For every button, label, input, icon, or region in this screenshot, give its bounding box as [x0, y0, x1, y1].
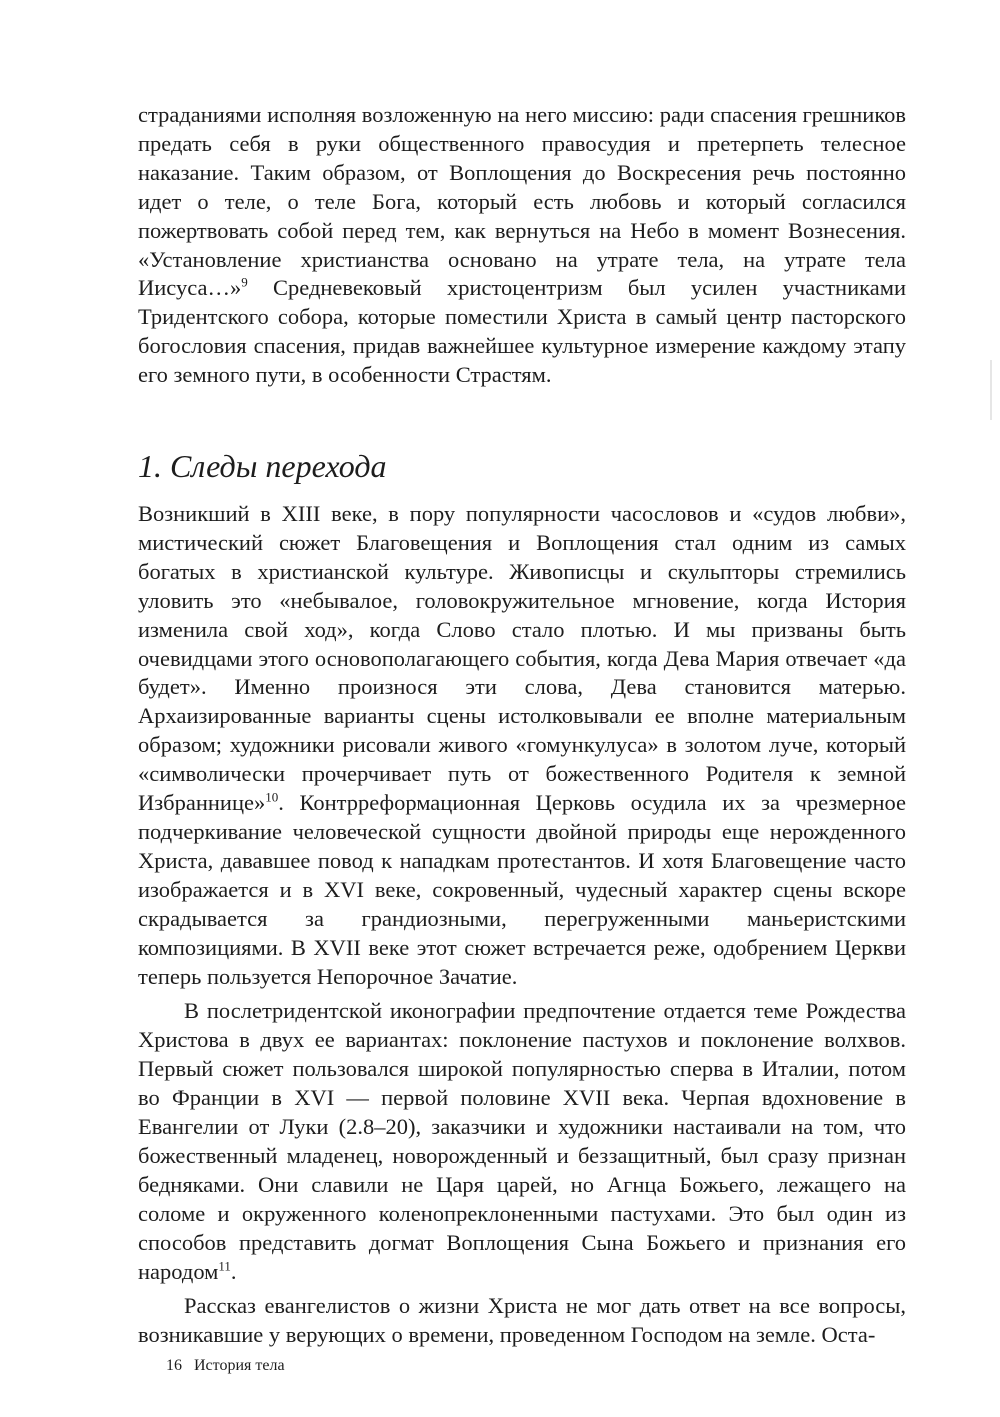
paragraph-text: Возникший в XIII веке, в пору популярности часословов и «судов любви», мистический сюжет Благовещения и Воплощения стал одним из самых богатых в христианской культуре. Живописцы и скульпторы стремились уловить это «небывалое, головокружительное мгновение, когда История изменила свой ход», когда Слово стало плотью. И мы призваны быть очевидцами этого основополагающего события, когда Дева Мария отвечает «да будет». Именно произнося эти слова, Дева становится матерью. Архаизированные варианты сцены истолковывали ее вполне материальным образом; художники рисовали живого «гомункулуса» в золотом луче, который «символически прочерчивает путь от божественного Родителя к земной Избраннице»	[138, 501, 906, 816]
scan-edge-mark	[990, 360, 992, 420]
running-title: История тела	[194, 1357, 285, 1374]
footnote-ref: 11	[218, 1258, 231, 1274]
paragraph-1	[138, 500, 906, 991]
paragraph-text-after: . Контрреформационная Церковь осудила их за чрезмерное подчеркивание человеческой сущности двойной природы еще нерожденного Христа, дававшее повод к нападкам протестантов. И хотя Благовещение часто изображается и в XVI веке, сокровенный, чудесный характер сцены вскоре скрадывается за грандиозными, перегруженными маньеристскими композициями. В XVII веке этот сюжет встречается реже, одобрением Церкви теперь пользуется Непорочное Зачатие.	[138, 790, 906, 989]
paragraph-3	[138, 1292, 906, 1350]
page-footer	[166, 1356, 285, 1376]
footnote-ref: 9	[241, 274, 248, 290]
page-number: 16	[166, 1357, 182, 1374]
paragraph-text: В послетридентской иконографии предпочтение отдается теме Рождества Христова в двух ее вариантах: поклонение пастухов и поклонение волхвов. Первый сюжет пользовался широкой популярностью сперва в Италии, потом во Франции в XVI — первой половине XVII века. Черпая вдохновение в Евангелии от Луки (2.8–20), заказчики и художники настаивали на том, что божественный младенец, новорожденный и беззащитный, был сразу признан бедняками. Они славили не Царя царей, но Агнца Божьего, лежащего на соломе и окруженного коленопреклоненными пастухами. Это был один из способов представить догмат Воплощения Сына Божьего и признания его народом	[138, 998, 906, 1284]
paragraph-text: страданиями исполняя возложенную на него миссию: ради спасения грешников предать себя в руки общественного правосудия и претерпеть телесное наказание. Таким образом, от Воплощения до Воскресения речь постоянно идет о теле, о теле Бога, который есть любовь и который согласился пожертвовать собой перед тем, как вернуться на Небо в момент Вознесения. «Установление христианства основано на утрате тела, на утрате тела Иисуса…»	[138, 102, 906, 301]
paragraph-2	[138, 997, 906, 1286]
section-heading: 1. Следы перехода	[138, 448, 387, 484]
footnote-ref: 10	[265, 789, 279, 805]
paragraph-text: Рассказ евангелистов о жизни Христа не мог дать ответ на все вопросы, возникавшие у верующих о времени, проведенном Господом на земле. Оста-	[138, 1293, 906, 1348]
paragraph-text-after: Средневековый христоцентризм был усилен участниками Тридентского собора, которые поместили Христа в самый центр пасторского богословия спасения, придав важнейшее культурное измерение каждому этапу его земного пути, в особенности Страстям.	[138, 275, 906, 388]
top-paragraph	[138, 101, 906, 390]
section-body	[138, 500, 906, 1350]
paragraph-continuation	[138, 101, 906, 390]
paragraph-text-after: .	[230, 1258, 237, 1284]
